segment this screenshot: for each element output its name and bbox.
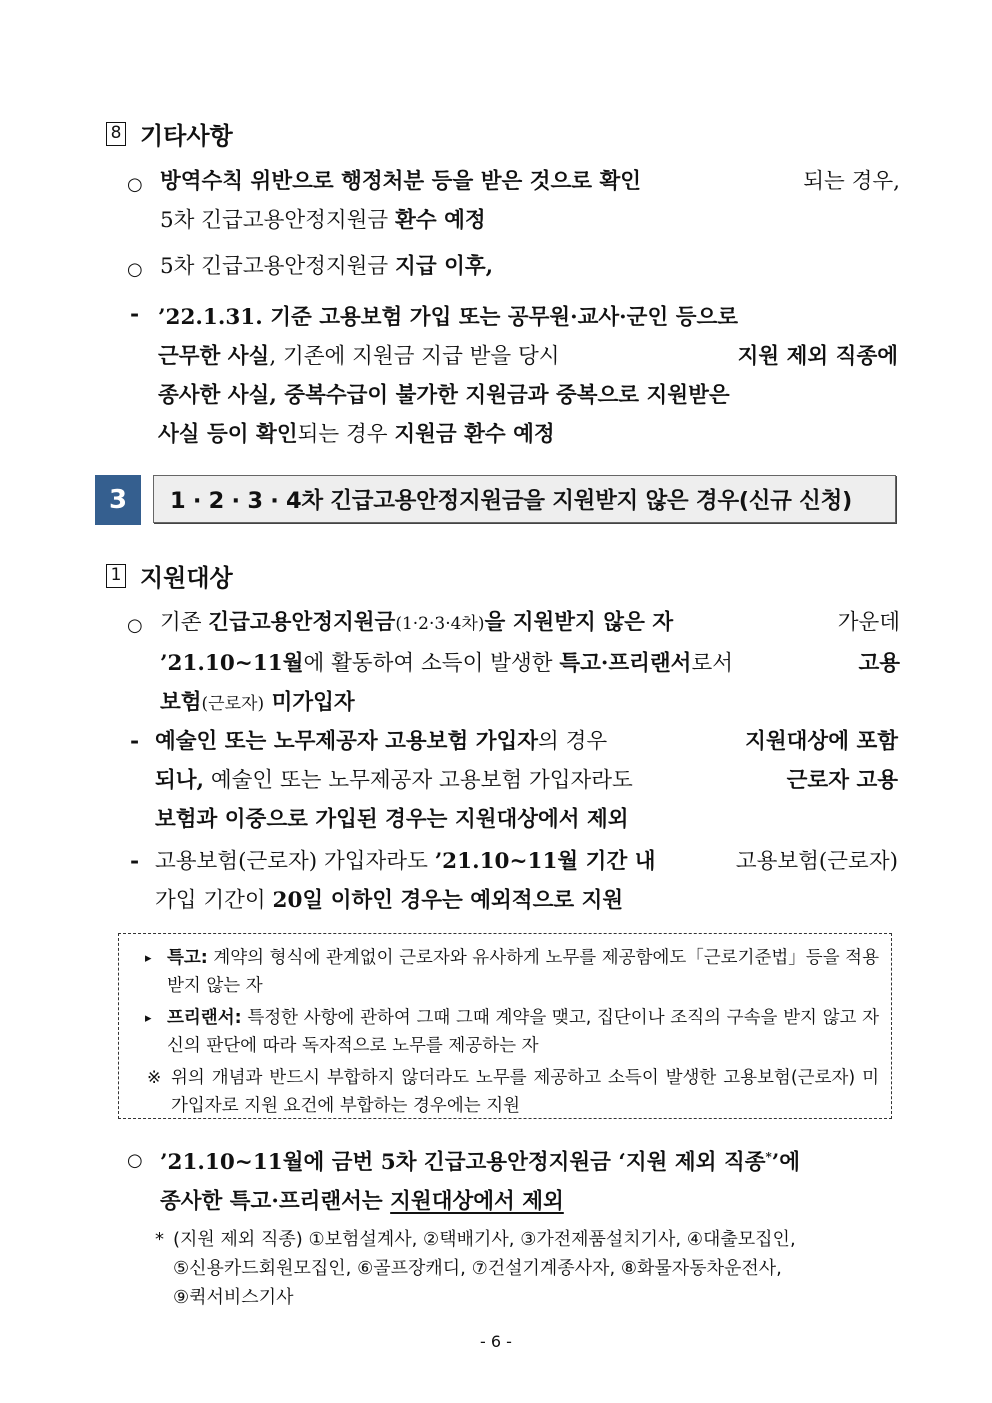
text: 에 활동하여 소득이 발생한 <box>303 651 560 676</box>
subsection1-title: 지원대상 <box>140 564 233 592</box>
bullet-circle: ○ <box>127 615 143 636</box>
page-number: - 6 - <box>480 1332 512 1351</box>
footnote-line: ⑤신용카드회원모집인, ⑥골프장캐디, ⑦건설기계종사자, ⑧화물자동차운전사, <box>173 1258 782 1279</box>
text: 되는 경우 <box>297 422 395 447</box>
footnote-marker: * <box>155 1229 164 1250</box>
text-bold: 지원금 환수 예정 <box>394 422 555 447</box>
text: 로서 <box>691 651 733 676</box>
definition-text: 특정한 사항에 관하여 그때 그때 계약을 맺고, 집단이나 조직의 구속을 받지 않고 자신의 판단에 따라 독자적으로 노무를 제공하는 자 <box>167 1008 879 1056</box>
section8-heading <box>106 116 233 151</box>
text-bold: 환수 예정 <box>395 208 486 233</box>
text-bold-underlined: 지원대상에서 제외 <box>390 1189 564 1215</box>
section3-number: 3 <box>95 475 141 525</box>
text-bold: ’21.10~11월에 금번 5차 긴급고용안정지원금 ‘지원 제외 직종 <box>160 1150 766 1176</box>
text-bold: ’에 <box>771 1150 801 1176</box>
definition-freelancer <box>139 1004 879 1060</box>
text-bold: 고용 <box>858 651 900 676</box>
subsection1-item1 <box>160 603 900 724</box>
section8-dash-item <box>158 298 898 454</box>
text: 5차 긴급고용안정지원금 <box>160 208 396 233</box>
text: (1·2·3·4차) <box>395 614 485 634</box>
definition-label: 특고: <box>167 948 208 968</box>
bullet-circle: ○ <box>127 174 143 195</box>
text-bold: 지원대상에 포함 <box>745 729 898 754</box>
text-bold: 종사한 특고·프리랜서는 <box>160 1189 391 1215</box>
text: 고용보험(근로자) <box>735 849 898 874</box>
text-bold: 긴급고용안정지원금 <box>208 610 396 635</box>
text: 고용보험(근로자) 가입자라도 <box>155 849 435 874</box>
footnote-mark: * <box>765 1150 772 1164</box>
text-bold: 보험과 이중으로 가입된 경우는 지원대상에서 제외 <box>155 807 629 832</box>
text-bold: 되나, <box>155 768 205 793</box>
subsection1-number: 1 <box>106 564 126 588</box>
bullet-dash: - <box>130 848 140 874</box>
text: 가운데 <box>837 610 900 635</box>
subsection1-dash2 <box>155 842 898 920</box>
bullet-dash: - <box>130 728 140 754</box>
triangle-bullet-icon: ▸ <box>145 1011 152 1026</box>
text-bold: 예술인 또는 노무제공자 고용보험 가입자 <box>155 729 539 754</box>
text: , 기존에 지원금 지급 받을 당시 <box>269 344 560 369</box>
text-bold: 종사한 사실, 중복수급이 불가한 지원금과 중복으로 지원받은 <box>158 383 730 408</box>
bullet-circle: ○ <box>127 259 143 280</box>
text-bold: ’21.10~11월 <box>160 651 304 676</box>
text: 예술인 또는 노무제공자 고용보험 가입자라도 <box>204 768 633 793</box>
text: 되는 경우, <box>803 169 900 194</box>
text-bold: 근로자 고용 <box>786 768 898 793</box>
definitions-box <box>118 933 892 1119</box>
text: (근로자) <box>201 694 265 714</box>
text-bold: 지원 제외 직종에 <box>737 344 898 369</box>
text-bold: 20일 이하인 경우는 예외적으로 지원 <box>272 888 624 913</box>
footnote-excluded-occupations <box>155 1225 905 1312</box>
text-bold: 방역수칙 위반으로 행정처분 등을 받은 것으로 확인 <box>160 169 642 194</box>
text: 가입 기간이 <box>155 888 273 913</box>
subsection1-heading <box>106 558 233 593</box>
subsection1-item2 <box>160 1138 900 1221</box>
section3-title: 1 · 2 · 3 · 4차 긴급고용안정지원금을 지원받지 않은 경우(신규 신청) <box>153 475 896 523</box>
definition-label: 프리랜서: <box>167 1008 242 1028</box>
definition-text: 계약의 형식에 관계없이 근로자와 유사하게 노무를 제공함에도「근로기준법」등을 적용받지 않는 자 <box>167 948 879 996</box>
bullet-dash: - <box>130 301 140 327</box>
text-bold: ’21.10~11월 기간 내 <box>434 849 656 874</box>
section8-item2 <box>160 247 900 286</box>
triangle-bullet-icon: ▸ <box>145 951 152 966</box>
definition-note <box>139 1064 879 1120</box>
section8-number: 8 <box>106 122 126 146</box>
text: 의 경우 <box>538 729 608 754</box>
subsection1-dash1 <box>155 722 898 839</box>
text-bold: 보험 <box>160 690 202 715</box>
section8-title: 기타사항 <box>140 122 233 150</box>
text-bold: 지급 이후, <box>395 254 494 279</box>
text: 5차 긴급고용안정지원금 <box>160 254 396 279</box>
note-text: 위의 개념과 반드시 부합하지 않더라도 노무를 제공하고 소득이 발생한 고용보험(근로자) 미가입자로 지원 요건에 부합하는 경우에는 지원 <box>171 1068 879 1116</box>
footnote-line: ⑨퀵서비스기사 <box>173 1287 294 1308</box>
text-bold: 미가입자 <box>264 690 355 715</box>
text-bold: 사실 등이 확인 <box>158 422 298 447</box>
note-mark: ※ <box>147 1068 162 1088</box>
text: 기존 <box>160 610 209 635</box>
definition-special <box>139 944 879 1000</box>
text-bold: ’22.1.31. 기준 고용보험 가입 또는 공무원·교사·군인 등으로 <box>158 305 739 330</box>
section8-item1 <box>160 162 900 240</box>
text-bold: 근무한 사실 <box>158 344 270 369</box>
text-bold: 을 지원받지 않은 자 <box>484 610 674 635</box>
text-bold: 특고·프리랜서 <box>559 651 692 676</box>
footnote-line: (지원 제외 직종) ①보험설계사, ②택배기사, ③가전제품설치기사, ④대출모집인, <box>173 1229 796 1250</box>
section3-banner <box>95 475 898 525</box>
bullet-circle: ○ <box>127 1150 143 1171</box>
